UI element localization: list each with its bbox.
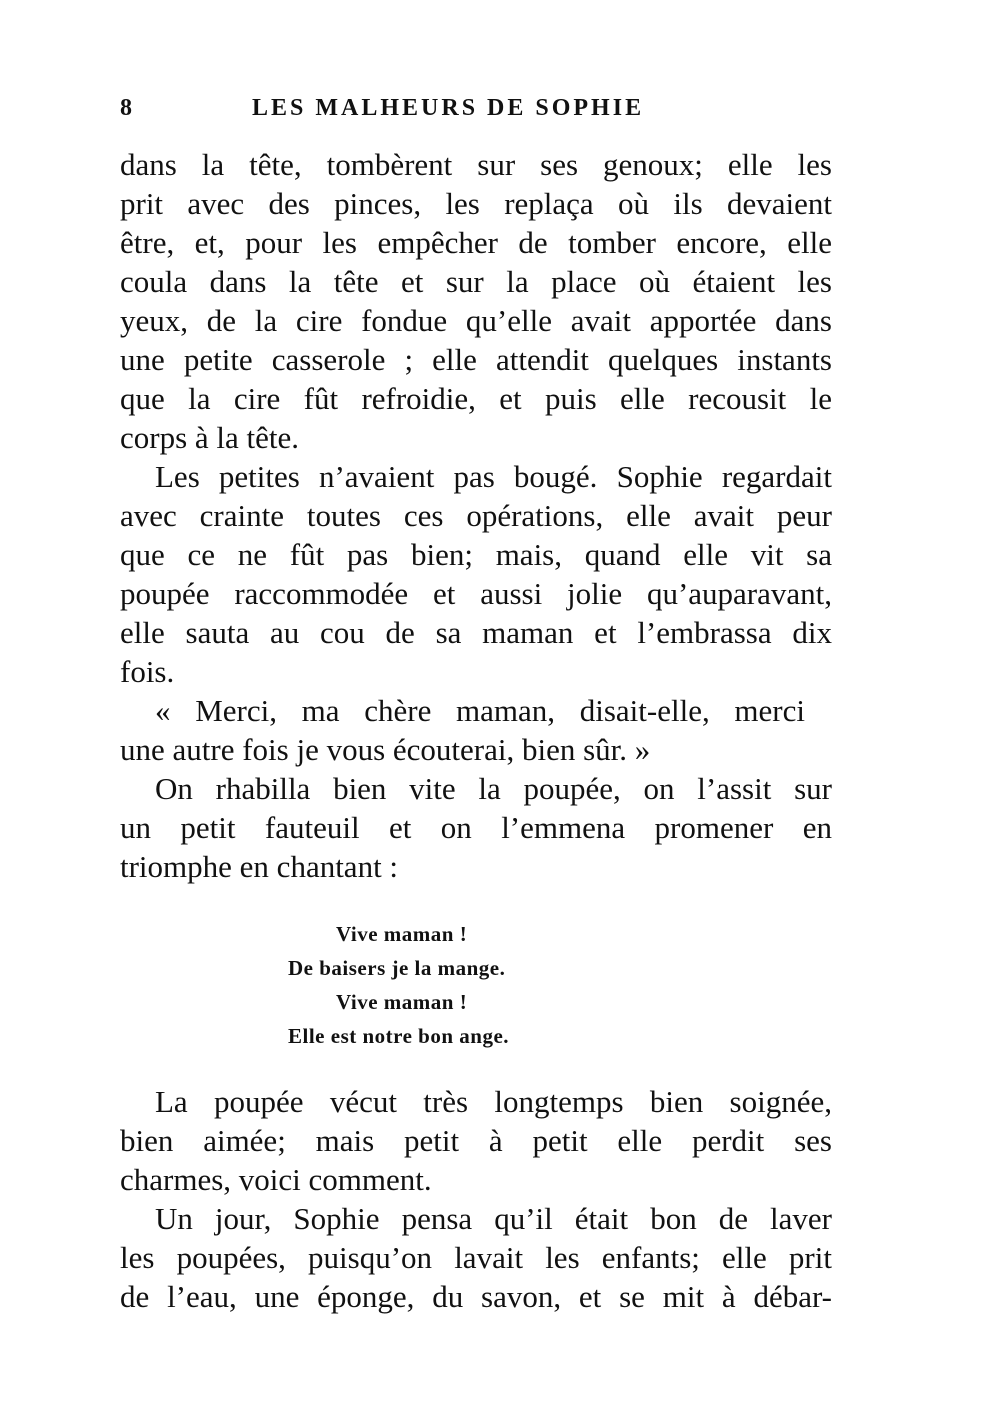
text-line: un petit fauteuil et on l’emmena promener en [120, 810, 832, 845]
text-line: Les petites n’avaient pas bougé. Sophie regardait [155, 459, 832, 494]
text-line: On rhabilla bien vite la poupée, on l’assit sur [155, 771, 832, 806]
verse-line: De baisers je la mange. [288, 956, 506, 980]
page-number: 8 [120, 95, 135, 121]
text-line: dans la tête, tombèrent sur ses genoux; elle les [120, 147, 832, 182]
verse-line: Vive maman ! [336, 922, 468, 946]
text-line: triomphe en chantant : [120, 849, 399, 884]
text-line: coula dans la tête et sur la place où étaient les [120, 264, 832, 299]
text-line: La poupée vécut très longtemps bien soignée, [155, 1084, 832, 1119]
running-title: LES MALHEURS DE SOPHIE [252, 95, 645, 121]
text-line: « Merci, ma chère maman, disait-elle, merci [155, 693, 805, 728]
text-line: bien aimée; mais petit à petit elle perdit ses [120, 1123, 832, 1158]
text-line: prit avec des pinces, les replaça où ils devaient [120, 186, 832, 221]
verse-line: Elle est notre bon ange. [288, 1024, 510, 1048]
text-line: avec crainte toutes ces opérations, elle avait peur [120, 498, 832, 533]
text-line: fois. [120, 654, 175, 689]
text-line: charmes, voici comment. [120, 1162, 432, 1197]
text-line: de l’eau, une éponge, du savon, et se mit à débar- [120, 1279, 832, 1314]
text-line: corps à la tête. [120, 420, 300, 455]
text-line: une petite casserole ; elle attendit quelques instants [120, 342, 832, 377]
text-line: Un jour, Sophie pensa qu’il était bon de laver [155, 1201, 832, 1236]
text-line: elle sauta au cou de sa maman et l’embrassa dix [120, 615, 832, 650]
text-line: être, et, pour les empêcher de tomber encore, elle [120, 225, 832, 260]
text-line: que ce ne fût pas bien; mais, quand elle vit sa [120, 537, 832, 572]
text-line: yeux, de la cire fondue qu’elle avait apportée dans [120, 303, 832, 338]
text-line: que la cire fût refroidie, et puis elle recousit le [120, 381, 832, 416]
text-line: une autre fois je vous écouterai, bien sûr. » [120, 732, 651, 767]
text-line: les poupées, puisqu’on lavait les enfants; elle prit [120, 1240, 832, 1275]
text-line: poupée raccommodée et aussi jolie qu’auparavant, [120, 576, 832, 611]
page-header [120, 95, 840, 135]
verse-line: Vive maman ! [336, 990, 468, 1014]
